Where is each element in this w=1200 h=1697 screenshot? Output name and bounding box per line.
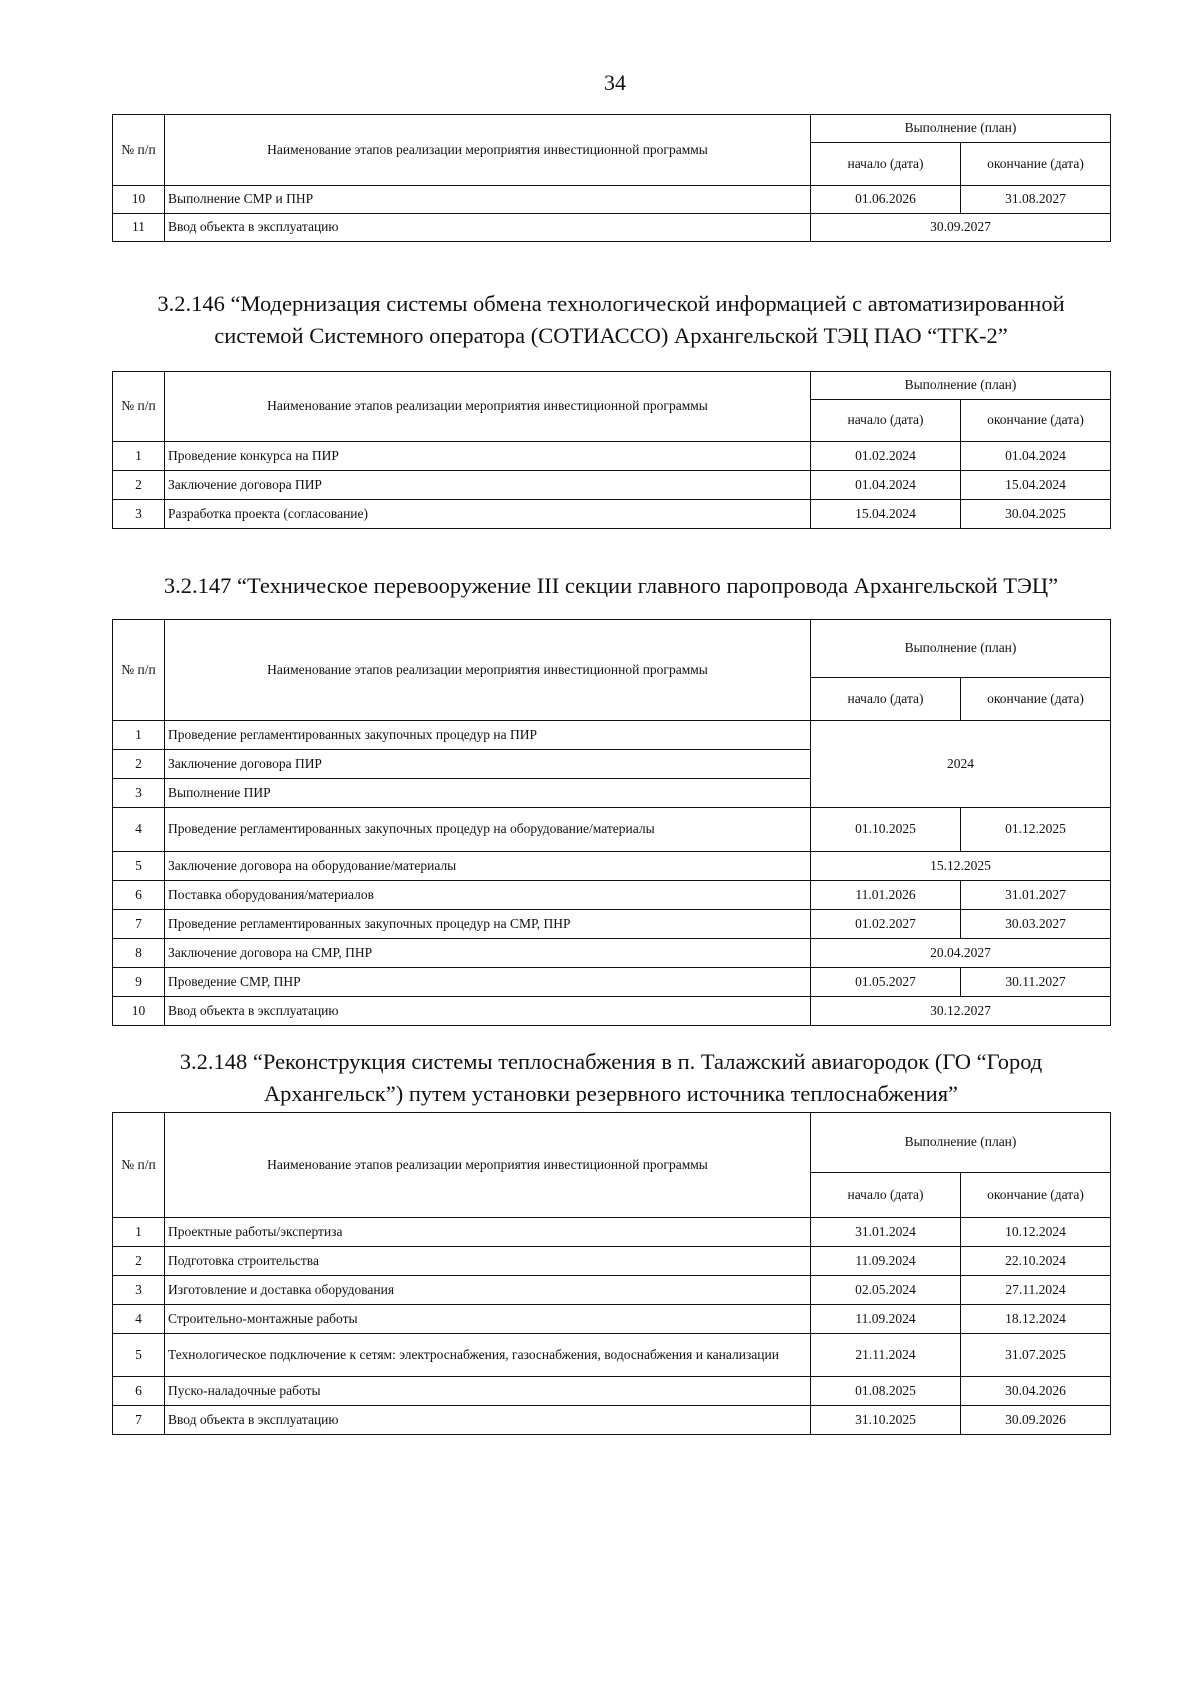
table-row (113, 1406, 1111, 1435)
row-name: Подготовка строительства (165, 1247, 811, 1276)
row-end: 01.04.2024 (961, 442, 1111, 471)
page-number: 34 (604, 70, 626, 95)
row-end: 30.11.2027 (961, 968, 1111, 997)
header-name: Наименование этапов реализации мероприятия инвестиционной программы (165, 115, 811, 186)
section-title-line: системой Системного оператора (СОТИАССО) Архангельской ТЭЦ ПАО “ТГК-2” (214, 323, 1008, 348)
row-name: Технологическое подключение к сетям: электроснабжения, газоснабжения, водоснабжения и канализации (165, 1334, 811, 1377)
row-num: 4 (113, 808, 165, 852)
header-name: Наименование этапов реализации мероприятия инвестиционной программы (165, 1113, 811, 1218)
row-start: 02.05.2024 (811, 1276, 961, 1305)
table-row (113, 852, 1111, 881)
header-end: окончание (дата) (961, 143, 1111, 186)
row-name: Проектные работы/экспертиза (165, 1218, 811, 1247)
header-start: начало (дата) (811, 143, 961, 186)
row-num: 6 (113, 1377, 165, 1406)
row-end: 31.01.2027 (961, 881, 1111, 910)
row-num: 6 (113, 881, 165, 910)
schedule-table-147 (112, 619, 1111, 1026)
row-name: Ввод объекта в эксплуатацию (165, 997, 811, 1026)
row-name: Заключение договора на оборудование/материалы (165, 852, 811, 881)
row-end: 10.12.2024 (961, 1218, 1111, 1247)
row-num: 7 (113, 910, 165, 939)
table-row (113, 808, 1111, 852)
row-start: 11.01.2026 (811, 881, 961, 910)
row-num: 4 (113, 1305, 165, 1334)
header-num: № п/п (113, 1113, 165, 1218)
header-num: № п/п (113, 620, 165, 721)
row-name: Ввод объекта в эксплуатацию (165, 1406, 811, 1435)
row-start: 01.10.2025 (811, 808, 961, 852)
table-row (113, 442, 1111, 471)
row-name: Проведение регламентированных закупочных процедур на СМР, ПНР (165, 910, 811, 939)
row-end: 01.12.2025 (961, 808, 1111, 852)
row-start: 01.08.2025 (811, 1377, 961, 1406)
row-name: Заключение договора ПИР (165, 471, 811, 500)
section-title-line: Архангельск”) путем установки резервного источника теплоснабжения” (263, 1081, 959, 1106)
row-num: 1 (113, 442, 165, 471)
table-row (113, 1218, 1111, 1247)
header-end: окончание (дата) (961, 678, 1111, 721)
table-row (113, 721, 1111, 750)
row-end: 30.03.2027 (961, 910, 1111, 939)
row-start: 01.05.2027 (811, 968, 961, 997)
table-row (113, 1276, 1111, 1305)
table-row (113, 968, 1111, 997)
row-num: 3 (113, 779, 165, 808)
table-row (113, 186, 1111, 214)
row-name: Выполнение СМР и ПНР (165, 186, 811, 214)
row-num: 5 (113, 852, 165, 881)
row-end: 30.09.2026 (961, 1406, 1111, 1435)
row-end: 15.04.2024 (961, 471, 1111, 500)
section-title-line: 3.2.147 “Техническое перевооружение III секции главного паропровода Архангельской ТЭЦ” (163, 573, 1059, 598)
row-name: Пуско-наладочные работы (165, 1377, 811, 1406)
row-date: 30.12.2027 (811, 997, 1111, 1026)
row-start: 01.02.2024 (811, 442, 961, 471)
row-name: Изготовление и доставка оборудования (165, 1276, 811, 1305)
section-title-line: 3.2.148 “Реконструкция системы теплоснабжения в п. Талажский авиагородок (ГО “Город (179, 1049, 1043, 1074)
section-title-148 (112, 1046, 1110, 1110)
row-num: 2 (113, 750, 165, 779)
row-name: Проведение конкурса на ПИР (165, 442, 811, 471)
row-name: Проведение регламентированных закупочных процедур на ПИР (165, 721, 811, 750)
row-end: 30.04.2025 (961, 500, 1111, 529)
row-num: 1 (113, 721, 165, 750)
row-start: 11.09.2024 (811, 1247, 961, 1276)
row-end: 22.10.2024 (961, 1247, 1111, 1276)
table-row (113, 997, 1111, 1026)
schedule-table-continuation (112, 114, 1111, 242)
row-num: 7 (113, 1406, 165, 1435)
row-start: 15.04.2024 (811, 500, 961, 529)
row-end: 31.08.2027 (961, 186, 1111, 214)
table-row (113, 881, 1111, 910)
table-row (113, 471, 1111, 500)
section-title-146 (112, 288, 1110, 352)
row-num: 5 (113, 1334, 165, 1377)
row-num: 2 (113, 1247, 165, 1276)
table-row (113, 1305, 1111, 1334)
row-num: 8 (113, 939, 165, 968)
merged-year: 2024 (811, 721, 1111, 808)
row-start: 01.02.2027 (811, 910, 961, 939)
header-exec: Выполнение (план) (811, 115, 1111, 143)
row-date: 15.12.2025 (811, 852, 1111, 881)
row-name: Заключение договора ПИР (165, 750, 811, 779)
row-name: Проведение регламентированных закупочных процедур на оборудование/материалы (165, 808, 811, 852)
row-start: 01.06.2026 (811, 186, 961, 214)
header-start: начало (дата) (811, 1173, 961, 1218)
header-exec: Выполнение (план) (811, 620, 1111, 678)
row-name: Заключение договора на СМР, ПНР (165, 939, 811, 968)
table-row (113, 500, 1111, 529)
row-num: 2 (113, 471, 165, 500)
header-start: начало (дата) (811, 678, 961, 721)
section-title-147 (112, 570, 1110, 602)
row-name: Ввод объекта в эксплуатацию (165, 214, 811, 242)
row-end: 27.11.2024 (961, 1276, 1111, 1305)
header-name: Наименование этапов реализации мероприятия инвестиционной программы (165, 620, 811, 721)
row-num: 9 (113, 968, 165, 997)
header-end: окончание (дата) (961, 1173, 1111, 1218)
row-start: 31.10.2025 (811, 1406, 961, 1435)
row-num: 10 (113, 997, 165, 1026)
table-row (113, 939, 1111, 968)
header-num: № п/п (113, 115, 165, 186)
row-num: 3 (113, 1276, 165, 1305)
table-row (113, 910, 1111, 939)
row-num: 1 (113, 1218, 165, 1247)
row-start: 11.09.2024 (811, 1305, 961, 1334)
row-num: 11 (113, 214, 165, 242)
row-name: Разработка проекта (согласование) (165, 500, 811, 529)
row-name: Строительно-монтажные работы (165, 1305, 811, 1334)
table-row (113, 214, 1111, 242)
row-end: 18.12.2024 (961, 1305, 1111, 1334)
header-exec: Выполнение (план) (811, 372, 1111, 400)
header-name: Наименование этапов реализации мероприятия инвестиционной программы (165, 372, 811, 442)
schedule-table-148 (112, 1112, 1111, 1435)
row-name: Выполнение ПИР (165, 779, 811, 808)
table-row (113, 1247, 1111, 1276)
row-end: 30.04.2026 (961, 1377, 1111, 1406)
header-exec: Выполнение (план) (811, 1113, 1111, 1173)
table-row (113, 1334, 1111, 1377)
header-start: начало (дата) (811, 400, 961, 442)
row-date: 20.04.2027 (811, 939, 1111, 968)
row-end: 31.07.2025 (961, 1334, 1111, 1377)
row-date: 30.09.2027 (811, 214, 1111, 242)
row-start: 31.01.2024 (811, 1218, 961, 1247)
schedule-table-146 (112, 371, 1111, 529)
header-num: № п/п (113, 372, 165, 442)
section-title-line: 3.2.146 “Модернизация системы обмена технологической информацией с автоматизированной (157, 291, 1065, 316)
row-start: 01.04.2024 (811, 471, 961, 500)
table-row (113, 1377, 1111, 1406)
row-start: 21.11.2024 (811, 1334, 961, 1377)
row-num: 10 (113, 186, 165, 214)
row-num: 3 (113, 500, 165, 529)
header-end: окончание (дата) (961, 400, 1111, 442)
row-name: Проведение СМР, ПНР (165, 968, 811, 997)
row-name: Поставка оборудования/материалов (165, 881, 811, 910)
